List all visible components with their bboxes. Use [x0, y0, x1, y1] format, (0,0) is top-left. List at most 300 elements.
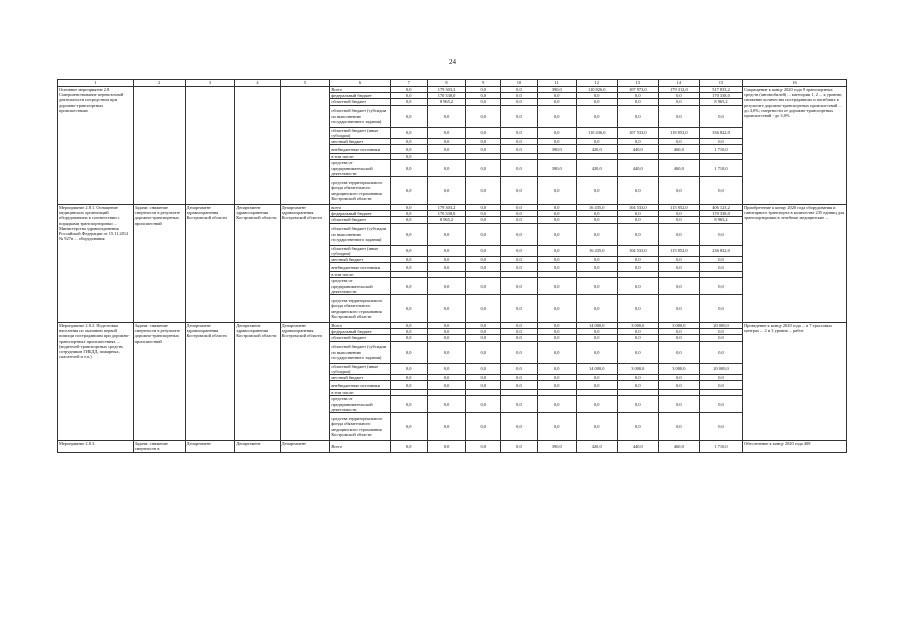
amount-cell: 0,0 [617, 396, 658, 413]
expected-result: Приобретение к концу 2020 года оборудования и санитарного транспорта в количестве 235 единиц для транспортировки в лечебные медицинские ... [743, 205, 847, 323]
amount-cell: 0,0 [537, 217, 576, 223]
amount-cell: 0,0 [617, 381, 658, 390]
amount-cell: 0,0 [658, 381, 699, 390]
amount-cell: 0,0 [427, 323, 466, 329]
amount-cell: 0,0 [466, 329, 501, 335]
amount-cell: 0,0 [658, 217, 699, 223]
amount-cell: 14 000,0 [576, 363, 617, 374]
amount-cell: 0,0 [501, 160, 538, 177]
amount-cell: 420,0 [576, 441, 617, 452]
amount-cell: 0,0 [576, 263, 617, 272]
amount-cell: 0,0 [501, 87, 538, 93]
amount-cell: 420,0 [576, 145, 617, 154]
amount-cell: 0,0 [537, 245, 576, 256]
amount-cell: 0,0 [537, 223, 576, 245]
amount-cell: 0,0 [427, 441, 466, 452]
amount-cell: 118 853,0 [658, 127, 699, 138]
measure-col2 [133, 87, 185, 205]
amount-cell: 0,0 [501, 341, 538, 363]
amount-cell: 440,0 [617, 441, 658, 452]
amount-cell: 0,0 [501, 263, 538, 272]
amount-cell: 0,0 [537, 211, 576, 217]
amount-cell: 0,0 [576, 381, 617, 390]
amount-cell: 0,0 [501, 413, 538, 441]
amount-cell: 0,0 [427, 263, 466, 272]
amount-cell: 0,0 [501, 278, 538, 295]
amount-cell: 0,0 [658, 263, 699, 272]
amount-cell: 0,0 [466, 177, 501, 205]
amount-cell: 0,0 [658, 335, 699, 341]
funding-source: всего [330, 205, 391, 211]
amount-cell: 0,0 [390, 245, 427, 256]
amount-cell: 0,0 [576, 177, 617, 205]
measure-col1: Мероприятие 2.8.3. [58, 441, 134, 452]
amount-cell: 0,0 [576, 211, 617, 217]
amount-cell: 107 973,0 [617, 87, 658, 93]
header-cell: 7 [390, 80, 427, 87]
amount-cell: 0,0 [576, 295, 617, 323]
amount-cell: 0,0 [466, 278, 501, 295]
amount-cell: 0,0 [466, 381, 501, 390]
header-cell: 11 [537, 80, 576, 87]
amount-cell: 0,0 [537, 257, 576, 263]
amount-cell: 0,0 [617, 413, 658, 441]
header-cell: 9 [466, 80, 501, 87]
funding-source: средства от предпринимательской деятельности [330, 396, 391, 413]
amount-cell: 0,0 [466, 145, 501, 154]
amount-cell: 0,0 [576, 375, 617, 381]
amount-cell: 0,0 [537, 413, 576, 441]
amount-cell: 0,0 [390, 160, 427, 177]
amount-cell: 0,0 [537, 341, 576, 363]
amount-cell: 0,0 [537, 323, 576, 329]
amount-cell: 0,0 [501, 205, 538, 211]
amount-cell: 14 000,0 [576, 323, 617, 329]
amount-cell: 0,0 [658, 413, 699, 441]
amount-cell: 0,0 [427, 363, 466, 374]
amount-cell: 0,0 [427, 278, 466, 295]
amount-cell: 0,0 [427, 295, 466, 323]
funding-source: областной бюджет (иные субсидии) [330, 363, 391, 374]
amount-cell: 3 000,0 [617, 363, 658, 374]
amount-cell: 0,0 [466, 211, 501, 217]
amount-cell: 0,0 [537, 127, 576, 138]
amount-cell: 0,0 [699, 295, 742, 323]
amount-cell: 0,0 [390, 341, 427, 363]
amount-cell: 0,0 [390, 278, 427, 295]
amount-cell: 0,0 [537, 381, 576, 390]
funding-source: местный бюджет [330, 257, 391, 263]
header-cell: 10 [501, 80, 538, 87]
amount-cell: 0,0 [390, 127, 427, 138]
amount-cell: 390,0 [537, 87, 576, 93]
funding-source: федеральный бюджет [330, 93, 391, 99]
amount-cell: 0,0 [537, 295, 576, 323]
amount-cell: 420,0 [576, 160, 617, 177]
amount-cell: 0,0 [699, 278, 742, 295]
header-cell: 2 [133, 80, 185, 87]
amount-cell: 170 338,0 [427, 211, 466, 217]
amount-cell: 0,0 [390, 295, 427, 323]
amount-cell: 0,0 [576, 257, 617, 263]
amount-cell: 0,0 [576, 413, 617, 441]
amount-cell: 0,0 [427, 381, 466, 390]
funding-source: областной бюджет (иные субсидии) [330, 127, 391, 138]
amount-cell: 0,0 [466, 87, 501, 93]
amount-cell: 0,0 [427, 127, 466, 138]
amount-cell: 0,0 [658, 105, 699, 127]
amount-cell: 0,0 [617, 217, 658, 223]
amount-cell: 0,0 [576, 341, 617, 363]
amount-cell: 406 123,2 [699, 205, 742, 211]
expected-result: Сокращение к концу 2020 года 9 транспортных средств (автомобилей) ... категории 1, 2 ... к уровню; снижение количества пострадавших и погибших в результате дорожно-транспортных происшествий ... до 4,0%; смертности от дорожно-транспортных происшествий - до 3,0% [743, 87, 847, 205]
measure-col4: Департамент здравоохранения Костромской области [235, 205, 280, 323]
amount-cell: 179 303,2 [427, 205, 466, 211]
amount-cell: 0,0 [537, 375, 576, 381]
amount-cell: 0,0 [699, 335, 742, 341]
page-number: 24 [449, 58, 456, 66]
amount-cell: 460,0 [658, 160, 699, 177]
amount-cell: 0,0 [576, 93, 617, 99]
amount-cell: 0,0 [699, 263, 742, 272]
amount-cell: 0,0 [501, 323, 538, 329]
amount-cell: 170 338,0 [699, 93, 742, 99]
funding-source: средства от предпринимательской деятельности [330, 160, 391, 177]
amount-cell: 0,0 [699, 396, 742, 413]
amount-cell: 0,0 [576, 329, 617, 335]
amount-cell: 0,0 [537, 329, 576, 335]
amount-cell: 16 435,0 [576, 205, 617, 211]
amount-cell: 8 965,2 [427, 99, 466, 105]
funding-source: внебюджетные источники [330, 381, 391, 390]
amount-cell: 0,0 [390, 413, 427, 441]
amount-cell: 104 533,0 [617, 205, 658, 211]
measure-col4: Департамент [235, 441, 280, 452]
funding-source: областной бюджет (субсидии по выполнению государственного задания) [330, 223, 391, 245]
funding-source: средства территориального фонда обязательного медицинского страхования Костромской области [330, 295, 391, 323]
amount-cell: 0,0 [501, 441, 538, 452]
funding-source: областной бюджет [330, 335, 391, 341]
amount-cell: 0,0 [658, 295, 699, 323]
amount-cell: 517 833,2 [699, 87, 742, 93]
amount-cell: 179 303,2 [427, 87, 466, 93]
amount-cell: 107 533,0 [617, 127, 658, 138]
amount-cell: 0,0 [501, 381, 538, 390]
amount-cell: 0,0 [466, 375, 501, 381]
header-cell: 12 [576, 80, 617, 87]
amount-cell: 8 965,2 [427, 217, 466, 223]
amount-cell: 0,0 [466, 295, 501, 323]
table-row [58, 205, 847, 211]
amount-cell: 0,0 [427, 139, 466, 145]
header-cell: 1 [58, 80, 134, 87]
amount-cell: 0,0 [658, 139, 699, 145]
amount-cell: 0,0 [390, 335, 427, 341]
amount-cell: 0,0 [537, 93, 576, 99]
amount-cell: 0,0 [576, 105, 617, 127]
amount-cell: 0,0 [658, 396, 699, 413]
amount-cell: 0,0 [390, 217, 427, 223]
header-cell: 3 [185, 80, 235, 87]
header-cell: 13 [617, 80, 658, 87]
funding-source: местный бюджет [330, 375, 391, 381]
amount-cell: 0,0 [658, 278, 699, 295]
amount-cell: 115 852,0 [658, 245, 699, 256]
amount-cell: 0,0 [501, 99, 538, 105]
amount-cell: 0,0 [466, 223, 501, 245]
amount-cell: 0,0 [501, 177, 538, 205]
measure-col2: Задачи: снижение смертности в результате дорожно-транспортных происшествий [133, 323, 185, 441]
amount-cell: 0,0 [390, 145, 427, 154]
amount-cell: 0,0 [427, 223, 466, 245]
amount-cell: 0,0 [466, 341, 501, 363]
amount-cell: 0,0 [390, 93, 427, 99]
amount-cell: 0,0 [390, 211, 427, 217]
amount-cell: 0,0 [617, 329, 658, 335]
amount-cell: 0,0 [617, 375, 658, 381]
table-row [58, 441, 847, 452]
amount-cell: 0,0 [466, 257, 501, 263]
amount-cell: 0,0 [427, 375, 466, 381]
funding-source: областной бюджет (иные субсидии) [330, 245, 391, 256]
amount-cell: 0,0 [501, 363, 538, 374]
amount-cell: 0,0 [466, 99, 501, 105]
amount-cell: 0,0 [576, 217, 617, 223]
amount-cell: 0,0 [617, 139, 658, 145]
amount-cell: 0,0 [390, 381, 427, 390]
amount-cell: 16 435,0 [576, 245, 617, 256]
amount-cell: 0,0 [501, 375, 538, 381]
amount-cell: 0,0 [390, 105, 427, 127]
amount-cell: 0,0 [390, 99, 427, 105]
amount-cell: 0,0 [537, 139, 576, 145]
funding-source: в том числе: [330, 154, 391, 160]
amount-cell: 0,0 [427, 105, 466, 127]
amount-cell: 0,0 [466, 217, 501, 223]
amount-cell: 3 000,0 [658, 363, 699, 374]
measure-col3: Департамент здравоохранения Костромской области [185, 205, 235, 323]
amount-cell: 0,0 [576, 396, 617, 413]
measure-col3 [185, 87, 235, 205]
amount-cell: 0,0 [466, 160, 501, 177]
amount-cell: 0,0 [427, 177, 466, 205]
funding-source: Всего [330, 441, 391, 452]
amount-cell: 8 965,2 [699, 217, 742, 223]
funding-source: Всего [330, 323, 391, 329]
amount-cell: 0,0 [699, 341, 742, 363]
amount-cell: 0,0 [699, 413, 742, 441]
amount-cell: 0,0 [427, 341, 466, 363]
amount-cell: 0,0 [390, 375, 427, 381]
table-row [58, 87, 847, 93]
amount-cell: 0,0 [617, 105, 658, 127]
amount-cell: 1 710,0 [699, 145, 742, 154]
header-cell: 16 [743, 80, 847, 87]
amount-cell: 0,0 [501, 257, 538, 263]
amount-cell: 0,0 [537, 363, 576, 374]
amount-cell: 0,0 [699, 329, 742, 335]
amount-cell: 0,0 [501, 93, 538, 99]
amount-cell: 236 822,0 [699, 245, 742, 256]
amount-cell: 0,0 [501, 139, 538, 145]
funding-source: внебюджетные источники [330, 145, 391, 154]
amount-cell: 0,0 [466, 139, 501, 145]
funding-source: федеральный бюджет [330, 211, 391, 217]
amount-cell: 440,0 [617, 145, 658, 154]
amount-cell: 0,0 [699, 139, 742, 145]
amount-cell: 20 000,0 [699, 323, 742, 329]
amount-cell: 0,0 [617, 177, 658, 205]
amount-cell: 20 000,0 [699, 363, 742, 374]
amount-cell: 440,0 [617, 160, 658, 177]
amount-cell: 0,0 [466, 263, 501, 272]
amount-cell: 0,0 [390, 441, 427, 452]
amount-cell: 8 965,2 [699, 99, 742, 105]
funding-source: областной бюджет (субсидии по выполнению государственного задания) [330, 341, 391, 363]
measure-col4: Департамент здравоохранения Костромской области [235, 323, 280, 441]
amount-cell: 0,0 [617, 223, 658, 245]
amount-cell: 0,0 [537, 99, 576, 105]
amount-cell: 1 710,0 [699, 441, 742, 452]
amount-cell: 0,0 [466, 323, 501, 329]
amount-cell: 0,0 [699, 223, 742, 245]
amount-cell: 0,0 [699, 375, 742, 381]
amount-cell: 0,0 [658, 257, 699, 263]
amount-cell: 0,0 [466, 127, 501, 138]
funding-source: местный бюджет [330, 139, 391, 145]
amount-cell: 0,0 [658, 177, 699, 205]
amount-cell: 0,0 [466, 205, 501, 211]
measure-col2: Задачи: снижение смертности в результате дорожно-транспортных происшествий [133, 205, 185, 323]
amount-cell: 0,0 [466, 363, 501, 374]
header-cell: 15 [699, 80, 742, 87]
amount-cell: 0,0 [427, 335, 466, 341]
measure-col5 [280, 87, 330, 205]
amount-cell: 0,0 [427, 145, 466, 154]
amount-cell: 0,0 [427, 413, 466, 441]
amount-cell: 0,0 [658, 99, 699, 105]
amount-cell: 0,0 [466, 413, 501, 441]
funding-source: областной бюджет [330, 99, 391, 105]
amount-cell: 0,0 [658, 375, 699, 381]
funding-source: в том числе: [330, 390, 391, 396]
amount-cell: 0,0 [537, 396, 576, 413]
header-cell: 14 [658, 80, 699, 87]
amount-cell: 3 000,0 [617, 323, 658, 329]
amount-cell: 115 852,0 [658, 205, 699, 211]
measure-col3: Департамент здравоохранения Костромской области [185, 323, 235, 441]
amount-cell: 0,0 [658, 211, 699, 217]
amount-cell: 0,0 [658, 223, 699, 245]
expected-result: Проведение к концу 2020 года ... в 7 трассовых центрах ... 2 и 3 уровня ... работ [743, 323, 847, 441]
funding-source: Всего [330, 87, 391, 93]
header-cell: 4 [235, 80, 280, 87]
expected-result: Обеспечение к концу 2020 года 408 [743, 441, 847, 452]
measure-col2: Задачи: снижение смертности в [133, 441, 185, 452]
amount-cell: 0,0 [390, 154, 427, 160]
amount-cell: 0,0 [466, 441, 501, 452]
amount-cell: 110 826,0 [576, 87, 617, 93]
header-row [58, 80, 847, 87]
amount-cell: 0,0 [537, 177, 576, 205]
measure-col4 [235, 87, 280, 205]
amount-cell: 0,0 [658, 329, 699, 335]
amount-cell: 0,0 [699, 257, 742, 263]
amount-cell: 0,0 [390, 323, 427, 329]
amount-cell: 0,0 [427, 257, 466, 263]
amount-cell: 0,0 [576, 278, 617, 295]
amount-cell: 0,0 [390, 205, 427, 211]
amount-cell: 0,0 [617, 257, 658, 263]
funding-source: внебюджетные источники [330, 263, 391, 272]
amount-cell: 110 436,0 [576, 127, 617, 138]
measure-col1: Мероприятие 2.8.1. Оснащение медицинских организаций оборудованием в соответствии с порядками транспортировки ... Министерства здравоохранения Российской Федерации от 15.11.2012 № 927н ... оборудования [58, 205, 134, 323]
amount-cell: 0,0 [501, 295, 538, 323]
amount-cell: 460,0 [658, 145, 699, 154]
amount-cell: 0,0 [617, 263, 658, 272]
amount-cell: 104 533,0 [617, 245, 658, 256]
header-cell: 5 [280, 80, 330, 87]
amount-cell: 0,0 [576, 99, 617, 105]
amount-cell: 1 710,0 [699, 160, 742, 177]
measure-col3: Департамент [185, 441, 235, 452]
program-table [57, 79, 847, 453]
amount-cell: 0,0 [537, 335, 576, 341]
amount-cell: 0,0 [699, 381, 742, 390]
amount-cell: 0,0 [390, 263, 427, 272]
amount-cell: 0,0 [501, 127, 538, 138]
amount-cell: 0,0 [537, 263, 576, 272]
amount-cell: 0,0 [466, 396, 501, 413]
amount-cell: 0,0 [576, 335, 617, 341]
amount-cell: 0,0 [617, 335, 658, 341]
funding-source: средства территориального фонда обязательного медицинского страхования Костромской области [330, 413, 391, 441]
amount-cell: 0,0 [390, 223, 427, 245]
amount-cell: 0,0 [617, 278, 658, 295]
amount-cell: 0,0 [390, 329, 427, 335]
amount-cell: 170 338,0 [699, 211, 742, 217]
measure-col5: Департамент здравоохранения Костромской области [280, 323, 330, 441]
amount-cell: 0,0 [617, 93, 658, 99]
amount-cell: 0,0 [617, 295, 658, 323]
amount-cell: 0,0 [427, 329, 466, 335]
amount-cell: 0,0 [466, 105, 501, 127]
amount-cell: 3 000,0 [658, 323, 699, 329]
amount-cell: 390,0 [537, 145, 576, 154]
funding-source: средства от предпринимательской деятельности [330, 278, 391, 295]
amount-cell: 0,0 [390, 257, 427, 263]
amount-cell: 0,0 [501, 223, 538, 245]
funding-source: областной бюджет (субсидии по выполнению государственного задания) [330, 105, 391, 127]
measure-col1: Мероприятие 2.8.2. Подготовка населения по оказанию первой помощи пострадавшим при дорожно-транспортных происшествиях ... (водителей транспортных средств, сотрудников ГИБДД, пожарных, спасателей и т.п.) [58, 323, 134, 441]
amount-cell: 0,0 [576, 223, 617, 245]
measure-col1: Основное мероприятие 2.8. Совершенствование перевозочной деятельности посредством при дорожно-транспортных происшествиях [58, 87, 134, 205]
amount-cell: 0,0 [699, 105, 742, 127]
amount-cell: 0,0 [427, 160, 466, 177]
amount-cell: 460,0 [658, 441, 699, 452]
funding-source: областной бюджет [330, 217, 391, 223]
amount-cell: 0,0 [658, 93, 699, 99]
amount-cell: 390,0 [537, 160, 576, 177]
amount-cell: 0,0 [501, 396, 538, 413]
header-cell: 6 [330, 80, 391, 87]
header-cell: 8 [427, 80, 466, 87]
amount-cell: 0,0 [466, 245, 501, 256]
amount-cell: 0,0 [537, 205, 576, 211]
amount-cell: 0,0 [390, 139, 427, 145]
funding-source: средства территориального фонда обязательного медицинского страхования Костромской области [330, 177, 391, 205]
amount-cell: 0,0 [427, 245, 466, 256]
